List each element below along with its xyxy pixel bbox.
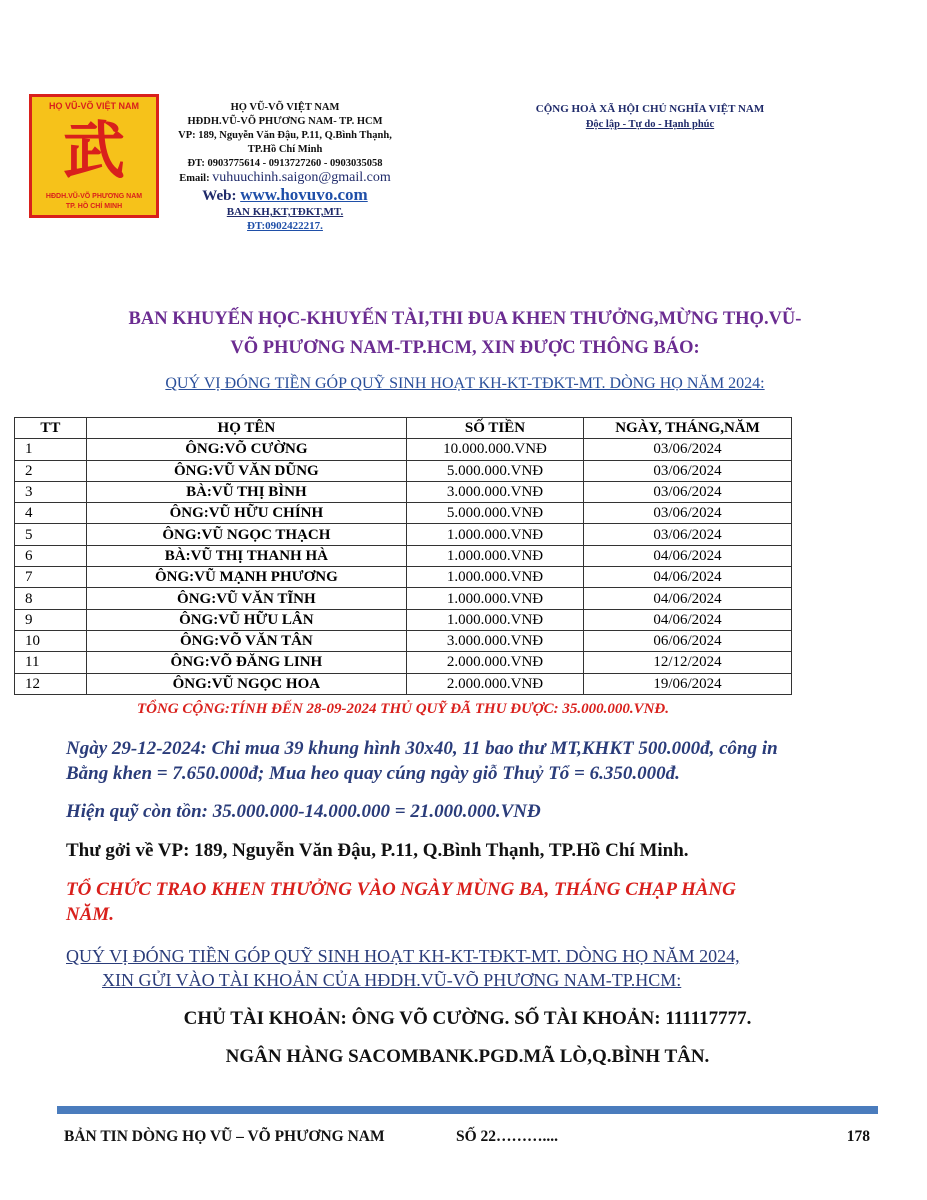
logo-bottom-text-2: TP. HỒ CHÍ MINH <box>65 203 123 210</box>
row-amount: 1.000.000.VNĐ <box>406 609 583 630</box>
fund-balance-note: Hiện quỹ còn tồn: 35.000.000-14.000.000 = 21.000.000.VNĐ <box>66 801 541 822</box>
page-number: 178 <box>846 1128 870 1145</box>
row-date: 12/12/2024 <box>584 652 792 673</box>
row-number: 11 <box>15 652 87 673</box>
clan-logo <box>29 94 159 218</box>
row-number: 12 <box>15 673 87 694</box>
table-row <box>15 481 792 502</box>
logo-top-text: HỌ VŨ-VÕ VIỆT NAM <box>48 101 139 111</box>
header-national-motto <box>500 102 800 132</box>
table-row <box>15 545 792 566</box>
row-number: 3 <box>15 481 87 502</box>
table-row <box>15 673 792 694</box>
announcement-line-1: BAN KHUYẾN HỌC-KHUYẾN TÀI,THI ĐUA KHEN THƯỞNG,MỪNG THỌ.VŨ- <box>128 309 802 329</box>
row-amount: 5.000.000.VNĐ <box>406 460 583 481</box>
table-row <box>15 439 792 460</box>
web-link[interactable]: www.hovuvo.com <box>240 185 368 204</box>
web-label: Web: <box>202 188 237 204</box>
award-note-line-2: NĂM. <box>66 904 115 925</box>
email-link[interactable]: vuhuuchinh.saigon@gmail.com <box>212 170 391 185</box>
row-number: 4 <box>15 503 87 524</box>
col-header-date: NGÀY, THÁNG,NĂM <box>584 418 792 439</box>
row-number: 10 <box>15 630 87 651</box>
row-date: 03/06/2024 <box>584 524 792 545</box>
footer-title: BẢN TIN DÒNG HỌ VŨ – VÕ PHƯƠNG NAM <box>64 1128 385 1145</box>
transfer-line-1: QUÝ VỊ ĐÓNG TIỀN GÓP QUỸ SINH HOẠT KH-KT-TĐKT-MT. DÒNG HỌ NĂM 2024, <box>66 946 740 966</box>
table-row <box>15 460 792 481</box>
row-amount: 5.000.000.VNĐ <box>406 503 583 524</box>
col-header-amount: SỐ TIỀN <box>406 418 583 439</box>
row-amount: 2.000.000.VNĐ <box>406 673 583 694</box>
table-row <box>15 588 792 609</box>
expense-note-line-1: Ngày 29-12-2024: Chi mua 39 khung hình 30x40, 11 bao thư MT,KHKT 500.000đ, công in <box>66 738 778 759</box>
table-row <box>15 567 792 588</box>
row-number: 8 <box>15 588 87 609</box>
row-date: 03/06/2024 <box>584 481 792 502</box>
header-organization <box>160 101 410 233</box>
expense-note-line-2: Bằng khen = 7.650.000đ; Mua heo quay cúng ngày giỗ Thuỷ Tổ = 6.350.000đ. <box>66 763 680 784</box>
bank-name: NGÂN HÀNG SACOMBANK.PGD.MÃ LÒ,Q.BÌNH TÂN. <box>225 1046 710 1067</box>
country-motto: Độc lập - Tự do - Hạnh phúc <box>585 119 715 130</box>
col-header-tt: TT <box>15 418 87 439</box>
award-note-line-1: TỔ CHỨC TRAO KHEN THƯỞNG VÀO NGÀY MÙNG BA, THÁNG CHẠP HÀNG <box>66 879 736 900</box>
row-number: 5 <box>15 524 87 545</box>
award-ceremony-note <box>66 877 886 927</box>
row-date: 03/06/2024 <box>584 439 792 460</box>
row-name: BÀ:VŨ THỊ BÌNH <box>86 481 406 502</box>
table-row <box>15 503 792 524</box>
logo-bottom-text-1: HĐDH.VŨ-VÕ PHƯƠNG NAM <box>45 193 143 200</box>
row-name: ÔNG:VŨ HỮU CHÍNH <box>86 503 406 524</box>
row-name: BÀ:VŨ THỊ THANH HÀ <box>86 545 406 566</box>
row-amount: 10.000.000.VNĐ <box>406 439 583 460</box>
row-number: 9 <box>15 609 87 630</box>
account-holder: CHỦ TÀI KHOẢN: ÔNG VÕ CƯỜNG. SỐ TÀI KHOẢN: 111117777. <box>183 1008 752 1029</box>
row-name: ÔNG:VÕ VĂN TÂN <box>86 630 406 651</box>
row-name: ÔNG:VŨ NGỌC HOA <box>86 673 406 694</box>
contributors-subtitle: QUÝ VỊ ĐÓNG TIỀN GÓP QUỸ SINH HOẠT KH-KT-TĐKT-MT. DÒNG HỌ NĂM 2024: <box>165 375 765 392</box>
footer-issue: SỐ 22……….... <box>456 1128 559 1145</box>
row-number: 7 <box>15 567 87 588</box>
row-date: 04/06/2024 <box>584 545 792 566</box>
row-amount: 1.000.000.VNĐ <box>406 545 583 566</box>
row-date: 03/06/2024 <box>584 503 792 524</box>
contributions-table <box>14 417 792 695</box>
row-amount: 1.000.000.VNĐ <box>406 588 583 609</box>
mailing-address-note: Thư gởi về VP: 189, Nguyễn Văn Đậu, P.11, Q.Bình Thạnh, TP.Hồ Chí Minh. <box>66 840 689 861</box>
announcement-line-2: VÕ PHƯƠNG NAM-TP.HCM, XIN ĐƯỢC THÔNG BÁO: <box>230 338 700 358</box>
table-row <box>15 609 792 630</box>
committee-phone-link[interactable]: ĐT:0902422217. <box>247 220 323 232</box>
org-phones: ĐT: 0903775614 - 0913727260 - 0903035058 <box>187 158 383 169</box>
row-number: 6 <box>15 545 87 566</box>
row-number: 2 <box>15 460 87 481</box>
announcement-heading <box>60 305 870 363</box>
org-city: TP.Hồ Chí Minh <box>247 144 323 155</box>
row-date: 04/06/2024 <box>584 567 792 588</box>
row-date: 19/06/2024 <box>584 673 792 694</box>
row-amount: 3.000.000.VNĐ <box>406 630 583 651</box>
logo-glyph: 武 <box>62 118 125 186</box>
table-row <box>15 652 792 673</box>
total-summary: TỔNG CỘNG:TÍNH ĐẾN 28-09-2024 THỦ QUỸ ĐÃ THU ĐƯỢC: 35.000.000.VNĐ. <box>136 701 670 717</box>
row-amount: 1.000.000.VNĐ <box>406 524 583 545</box>
row-name: ÔNG:VŨ VĂN TĨNH <box>86 588 406 609</box>
country-title: CỘNG HOÀ XÃ HỘI CHỦ NGHĨA VIỆT NAM <box>535 103 765 115</box>
footer-divider <box>57 1106 878 1114</box>
row-number: 1 <box>15 439 87 460</box>
row-date: 03/06/2024 <box>584 460 792 481</box>
org-web-line <box>160 185 410 204</box>
org-branch: HĐDH.VŨ-VÕ PHƯƠNG NAM- TP. HCM <box>187 116 383 127</box>
email-label: Email: <box>179 173 210 184</box>
row-amount: 1.000.000.VNĐ <box>406 567 583 588</box>
org-committee: BAN KH,KT,TĐKT,MT. <box>226 206 344 218</box>
expense-note <box>66 736 886 786</box>
row-date: 04/06/2024 <box>584 588 792 609</box>
row-amount: 2.000.000.VNĐ <box>406 652 583 673</box>
transfer-line-2: XIN GỬI VÀO TÀI KHOẢN CỦA HĐDH.VŨ-VÕ PHƯƠNG NAM-TP.HCM: <box>102 970 682 990</box>
col-header-name: HỌ TÊN <box>86 418 406 439</box>
table-header-row <box>15 418 792 439</box>
row-name: ÔNG:VŨ VĂN DŨNG <box>86 460 406 481</box>
bank-transfer-instruction <box>66 944 881 992</box>
row-name: ÔNG:VŨ NGỌC THẠCH <box>86 524 406 545</box>
row-amount: 3.000.000.VNĐ <box>406 481 583 502</box>
org-address: VP: 189, Nguyễn Văn Đậu, P.11, Q.Bình Thạnh, <box>178 130 392 141</box>
row-name: ÔNG:VÕ ĐĂNG LINH <box>86 652 406 673</box>
row-date: 06/06/2024 <box>584 630 792 651</box>
row-name: ÔNG:VÕ CƯỜNG <box>86 439 406 460</box>
row-name: ÔNG:VŨ MẠNH PHƯƠNG <box>86 567 406 588</box>
org-name: HỌ VŨ-VÕ VIỆT NAM <box>230 102 340 113</box>
row-date: 04/06/2024 <box>584 609 792 630</box>
org-email-line <box>160 171 410 186</box>
table-row <box>15 630 792 651</box>
row-name: ÔNG:VŨ HỮU LÂN <box>86 609 406 630</box>
table-row <box>15 524 792 545</box>
